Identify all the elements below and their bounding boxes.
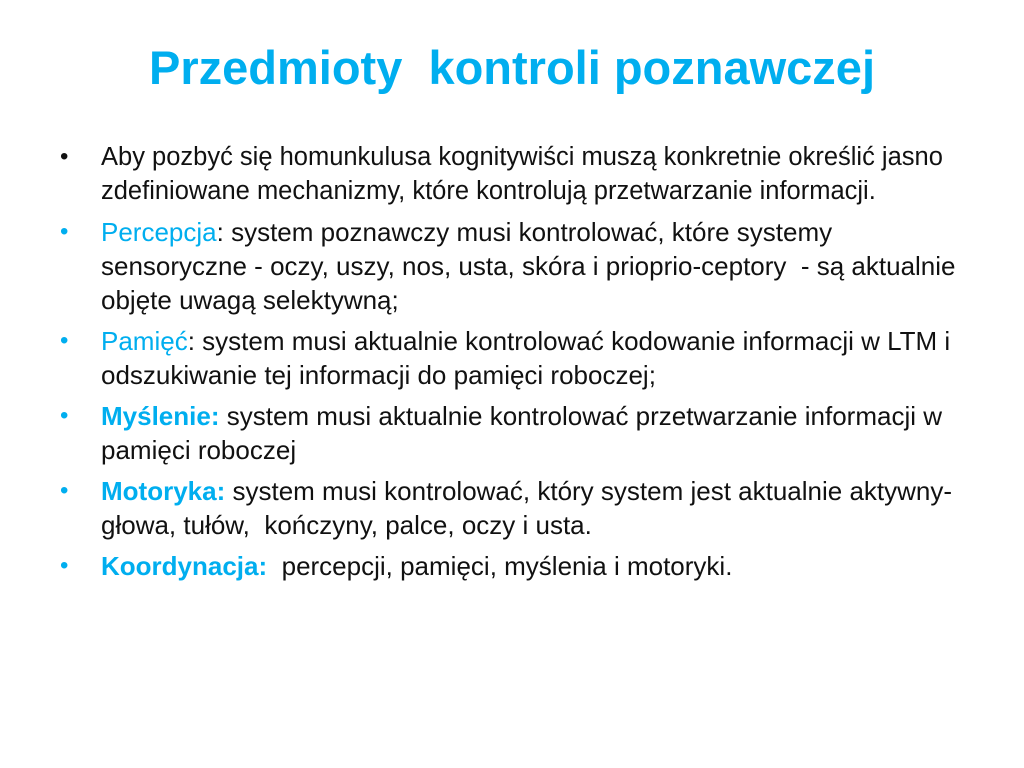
bullet-item-coordination (60, 549, 970, 583)
bullet-text: system musi kontrolować, który system jest aktualnie aktywny- głowa, tułów, kończyny, palce, oczy i usta. (101, 476, 960, 540)
bullet-term: Koordynacja: (101, 551, 268, 581)
bullet-text: percepcji, pamięci, myślenia i motoryki. (267, 551, 733, 581)
bullet-item-motor (60, 474, 970, 542)
bullet-dot-icon: • (60, 143, 69, 170)
slide-title: Przedmioty kontroli poznawczej (149, 41, 875, 94)
bullet-text: Aby pozbyć się homunkulusa kognitywiści muszą konkretnie określić jasno zdefiniowane mechanizmy, które kontrolują przetwarzanie informacji. (101, 143, 950, 205)
bullet-list (60, 140, 970, 590)
bullet-item-perception (60, 215, 970, 317)
bullet-term: Myślenie: (101, 401, 220, 431)
bullet-item-memory (60, 324, 970, 392)
bullet-term: Motoryka: (101, 476, 226, 506)
bullet-term: Pamięć (101, 326, 188, 356)
bullet-item-homunculus (60, 140, 970, 208)
bullet-item-thinking (60, 399, 970, 467)
bullet-dot-icon: • (60, 218, 69, 245)
bullet-dot-icon: • (60, 402, 69, 429)
bullet-text: : system musi aktualnie kontrolować kodowanie informacji w LTM i odszukiwanie tej informacji do pamięci roboczej; (101, 326, 958, 390)
bullet-term: Percepcja (101, 217, 217, 247)
bullet-dot-icon: • (60, 477, 69, 504)
bullet-dot-icon: • (60, 552, 69, 579)
bullet-dot-icon: • (60, 327, 69, 354)
bullet-text: system musi aktualnie kontrolować przetwarzanie informacji w pamięci roboczej (101, 401, 950, 465)
bullet-text: : system poznawczy musi kontrolować, które systemy sensoryczne - oczy, uszy, nos, usta, skóra i prioprio-ceptory - są aktualnie objęte uwagą selektywną; (101, 217, 963, 315)
